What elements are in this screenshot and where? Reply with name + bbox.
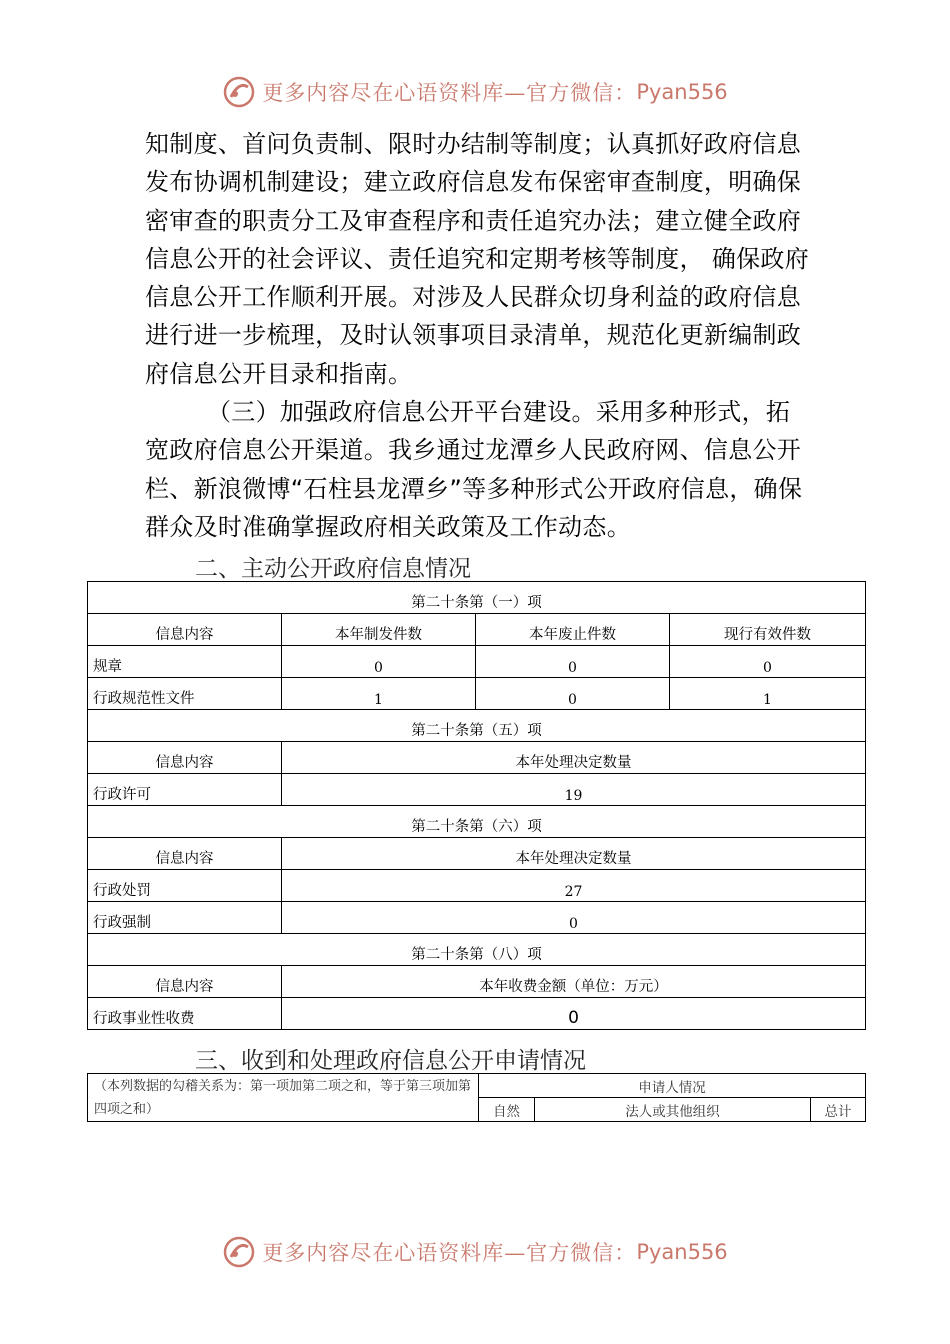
table-section-title-row bbox=[88, 934, 866, 966]
column-header: 自然 bbox=[479, 1098, 535, 1122]
watermark-bottom bbox=[0, 1232, 950, 1272]
table-header-row bbox=[88, 838, 866, 870]
table-header-row bbox=[88, 742, 866, 774]
row-label: 行政规范性文件 bbox=[88, 678, 282, 710]
table-row bbox=[88, 678, 866, 710]
column-header: 本年处理决定数量 bbox=[282, 838, 866, 870]
cell-value: 1 bbox=[670, 678, 866, 710]
section-3-heading: 三、收到和处理政府信息公开申请情况 bbox=[195, 1048, 586, 1074]
watermark-logo-icon bbox=[222, 1235, 256, 1269]
proactive-disclosure-table bbox=[87, 581, 866, 1030]
paragraph-2-text: 采用多种形式，拓宽政府信息公开渠道。我乡通过龙潭乡人民政府网、信息公开栏、新浪微博“石柱县龙潭乡”等多种形式公开政府信息，确保群众及时准确掌握政府相关政策及工作动态。 bbox=[145, 398, 803, 541]
section-title: 第二十条第（八）项 bbox=[88, 934, 866, 966]
column-header: 信息内容 bbox=[88, 614, 282, 646]
cell-value: 19 bbox=[282, 774, 866, 806]
watermark-top bbox=[0, 72, 950, 112]
cell-value: 0 bbox=[282, 902, 866, 934]
table-header-row bbox=[88, 1074, 866, 1098]
column-header: 本年制发件数 bbox=[282, 614, 476, 646]
row-label: 行政处罚 bbox=[88, 870, 282, 902]
cell-value: 0 bbox=[282, 998, 866, 1030]
paragraph-2-lead: （三）加强政府信息公开平台建设。 bbox=[207, 398, 596, 426]
table-section-title-row bbox=[88, 806, 866, 838]
cell-value: 1 bbox=[282, 678, 476, 710]
table-row bbox=[88, 998, 866, 1030]
row-label: 行政许可 bbox=[88, 774, 282, 806]
column-header: 本年收费金额（单位：万元） bbox=[282, 966, 866, 998]
table-header-row bbox=[88, 614, 866, 646]
table-section-title-row bbox=[88, 710, 866, 742]
watermark-logo-icon bbox=[222, 75, 256, 109]
row-label: 行政事业性收费 bbox=[88, 998, 282, 1030]
section-2-heading: 二、主动公开政府信息情况 bbox=[195, 556, 471, 582]
column-header: 现行有效件数 bbox=[670, 614, 866, 646]
row-label: 行政强制 bbox=[88, 902, 282, 934]
table-section-title-row bbox=[88, 582, 866, 614]
column-header: 信息内容 bbox=[88, 742, 282, 774]
table-row bbox=[88, 902, 866, 934]
table-row bbox=[88, 774, 866, 806]
paragraph-1 bbox=[145, 125, 813, 393]
table-row bbox=[88, 870, 866, 902]
watermark-text: 更多内容尽在心语资料库—官方微信： bbox=[262, 1241, 637, 1265]
column-header: 信息内容 bbox=[88, 966, 282, 998]
paragraph-1-text: 知制度、首问负责制、限时办结制等制度；认真抓好政府信息发布协调机制建设；建立政府信息发布保密审查制度，明确保密审查的职责分工及审查程序和责任追究办法；建立健全政府信息公开的社会评议、责任追究和定期考核等制度， 确保政府信息公开工作顺利开展。对涉及人民群众切身利益的政府信息进行进一步梳理，及时认领事项目录清单，规范化更新编制政府信息公开目录和指南。 bbox=[145, 130, 810, 388]
column-header: 法人或其他组织 bbox=[535, 1098, 811, 1122]
table-row bbox=[88, 646, 866, 678]
column-header: 总计 bbox=[811, 1098, 866, 1122]
table-header-row bbox=[88, 966, 866, 998]
application-table bbox=[87, 1073, 866, 1122]
cell-value: 0 bbox=[476, 678, 670, 710]
column-header: 信息内容 bbox=[88, 838, 282, 870]
column-header: 本年废止件数 bbox=[476, 614, 670, 646]
cell-value: 27 bbox=[282, 870, 866, 902]
paragraph-2 bbox=[145, 393, 813, 546]
column-header: 本年处理决定数量 bbox=[282, 742, 866, 774]
cell-value: 0 bbox=[670, 646, 866, 678]
section-title: 第二十条第（五）项 bbox=[88, 710, 866, 742]
column-header: 申请人情况 bbox=[479, 1074, 866, 1098]
watermark-text: 更多内容尽在心语资料库—官方微信： bbox=[262, 81, 637, 105]
row-label: 规章 bbox=[88, 646, 282, 678]
watermark-handle: Pyan556 bbox=[636, 1240, 728, 1264]
table-note: （本列数据的勾稽关系为：第一项加第二项之和，等于第三项加第四项之和） bbox=[88, 1074, 479, 1122]
section-title: 第二十条第（六）项 bbox=[88, 806, 866, 838]
watermark-handle: Pyan556 bbox=[636, 80, 728, 104]
section-title: 第二十条第（一）项 bbox=[88, 582, 866, 614]
cell-value: 0 bbox=[282, 646, 476, 678]
cell-value: 0 bbox=[476, 646, 670, 678]
